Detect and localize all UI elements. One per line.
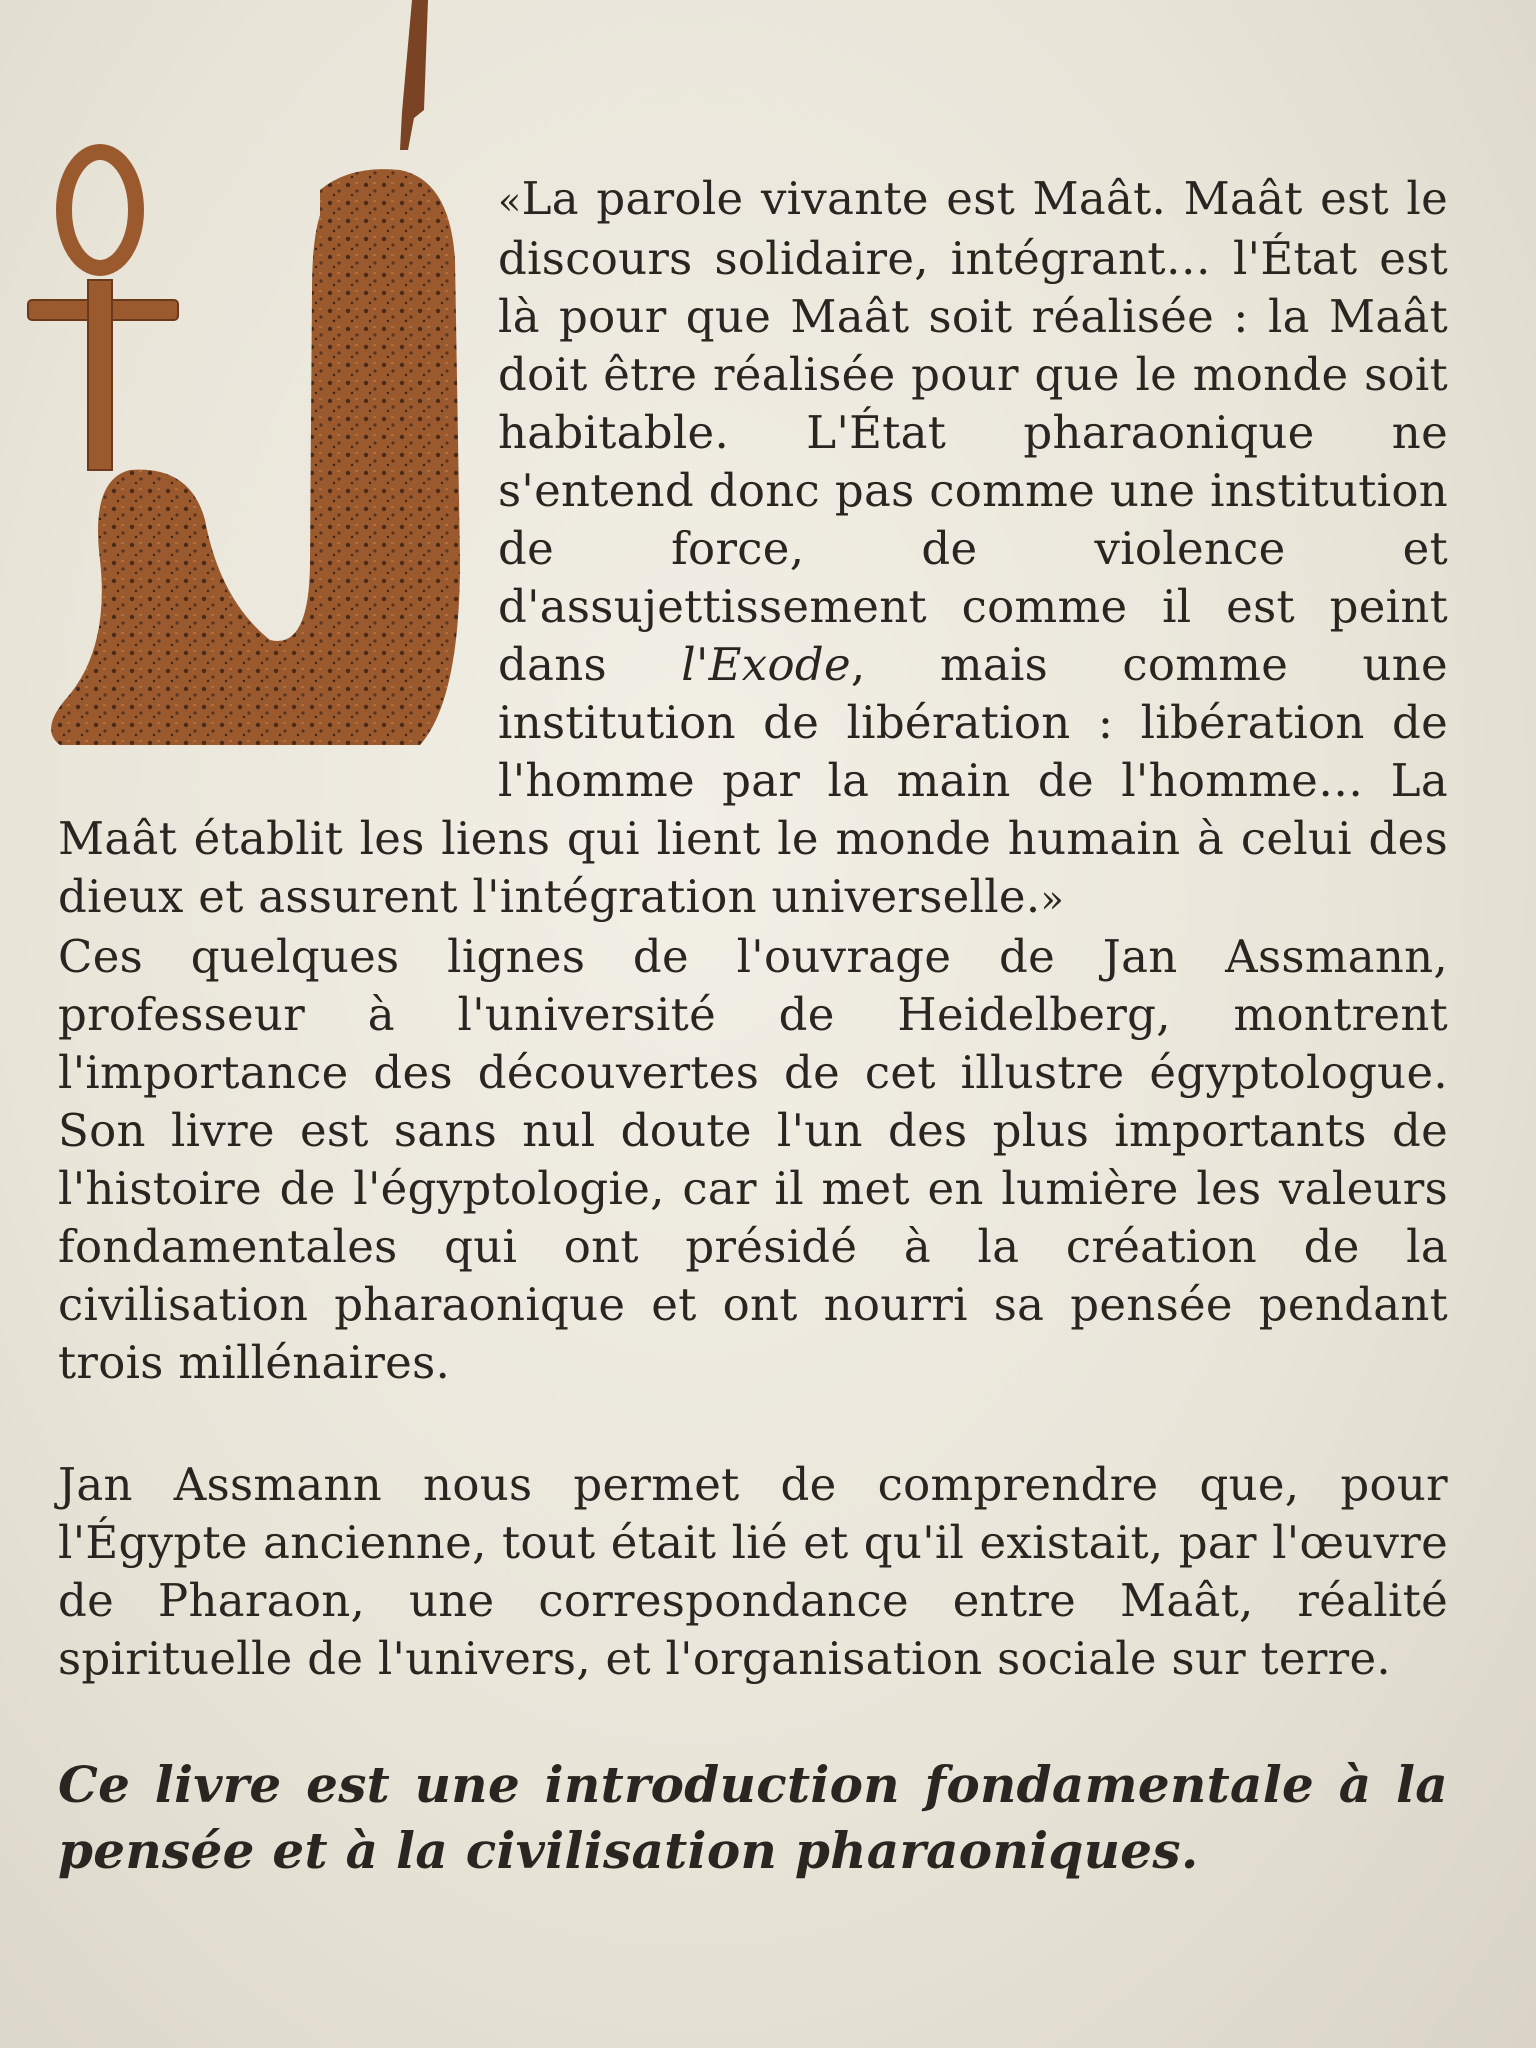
quote-text-end: , mais comme une institution de libération : libération de l'homme par la main de l'homme… La Maât établit les liens qui lient le monde humain à celui des dieux et assurent l'intégration universelle. [58,638,1448,923]
body-text [58,170,1448,1884]
quote-text-start: La parole vivante est Maât. Maât est le discours solidaire, intégrant… l'État est là pour que Maât soit réalisée : la Maât doit être réalisée pour que le monde soit habitable. L'État pharaonique ne s'entend donc pas comme une institution de force, de violence et d'assujettissement comme il est peint dans [498,172,1448,691]
paragraph-gap [58,1392,1448,1456]
quote-italic-title: l'Exode [681,638,851,691]
paragraph-2: Jan Assmann nous permet de comprendre que, pour l'Égypte ancienne, tout était lié et qu'il existait, par l'œuvre de Pharaon, une correspondance entre Maât, réalité spirituelle de l'univers, et l'organisation sociale sur terre. [58,1458,1448,1685]
paragraph-1: Ces quelques lignes de l'ouvrage de Jan Assmann, professeur à l'université de Heidelberg, montrent l'importance des découvertes de cet illustre égyptologue. Son livre est sans nul doute l'un des plus importants de l'histoire de l'égyptologie, car il met en lumière les valeurs fondamentales qui ont présidé à la création de la civilisation pharaonique et ont nourri sa pensée pendant trois millénaires. [58,930,1448,1389]
quote-close-mark: » [1040,877,1064,921]
quote-open-mark: « [498,179,522,223]
illustration-spacer [58,170,498,770]
closing-statement: Ce livre est une introduction fondamentale à la pensée et à la civilisation pharaoniques. [58,1755,1448,1880]
paragraph-gap [58,1688,1448,1752]
